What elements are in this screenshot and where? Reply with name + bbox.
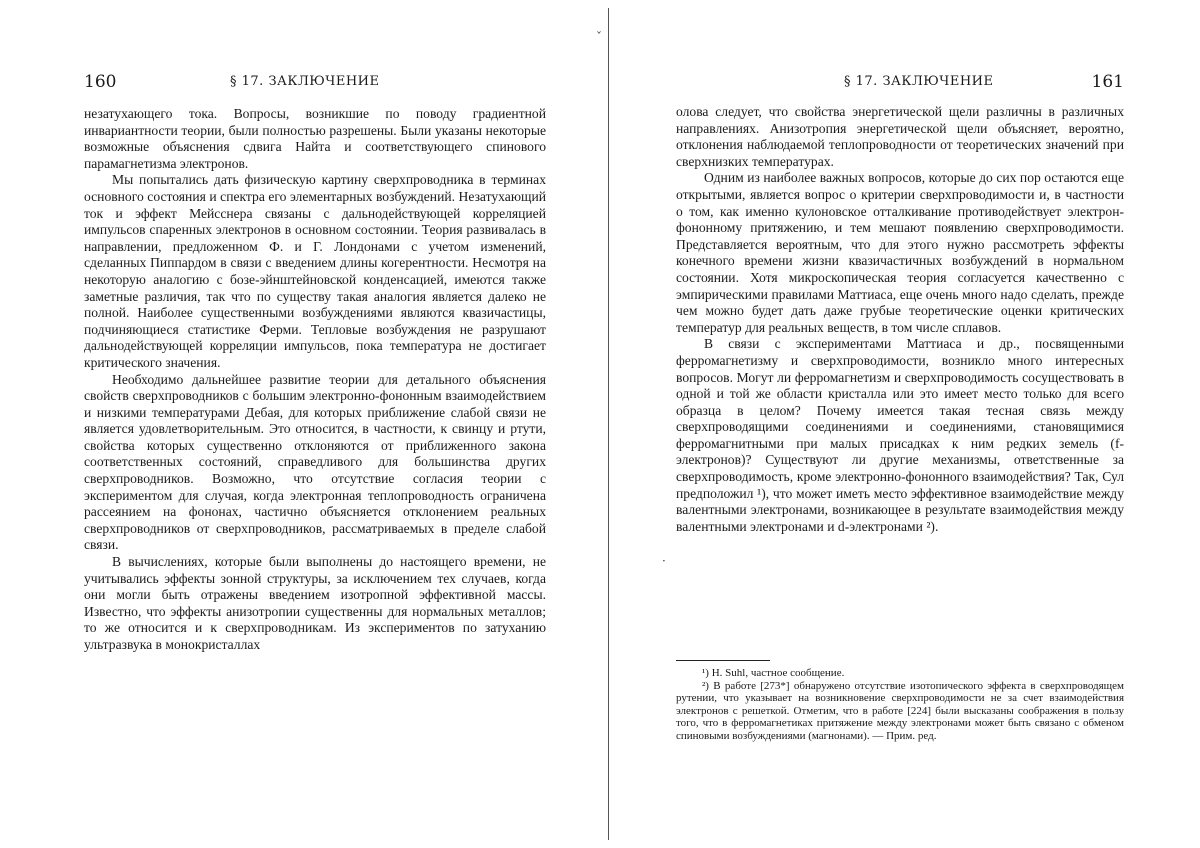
left-paragraph-2: Мы попытались дать физическую картину сверхпроводника в терминах основного состояния и спектра его элементарных возбуждений. Незатухающий ток и эффект Мейсснера связаны с дальнодействующей корреляцией импульсов спаренных электронов в основном состоянии. Теория развивалась в направлении, предложенном Ф. и Г. Лондонами с учетом изменений, сделанных Пиппардом в связи с введением длины когерентности. Несмотря на некоторую аналогию с бозе-эйнштейновской конденсацией, имеются также заметные различия, так что по существу такая аналогия является далеко не полной. Наиболее существенными возбуждениями являются квазичастицы, подчиняющиеся статистике Ферми. Тепловые возбуждения не разрушают дальнодействующей корреляции импульсов, пока температура не достигает критического значения. [84, 172, 546, 370]
footnote-1: ¹) H. Suhl, частное сообщение. [702, 667, 845, 679]
left-page-body [84, 106, 546, 654]
right-page-header [676, 72, 1124, 98]
right-running-head: § 17. ЗАКЛЮЧЕНИЕ [844, 74, 994, 89]
left-page-header [84, 72, 546, 98]
left-paragraph-3: Необходимо дальнейшее развитие теории для детального объяснения свойств сверхпроводников с большим электронно-фононным взаимодействием и низкими температурами Дебая, для которых приближение слабой связи не является удовлетворительным. Это относится, в частности, к свинцу и ртути, свойства которых существенно отклоняются от приближенного закона соответственных состояний, справедливого для большинства других сверхпроводников. Возможно, что отсутствие согласия теории с экспериментом для случая, когда электронная теплопроводность ограничена рассеянием на фононах, частично объясняется отклонением реальных сверхпроводников от сверхпроводников, рассматриваемых в пределе слабой связи. [84, 371, 546, 553]
gutter-mark-top: ˇ [596, 30, 602, 44]
left-running-head: § 17. ЗАКЛЮЧЕНИЕ [230, 74, 380, 89]
right-page-number: 161 [1091, 72, 1124, 92]
margin-dot-mark: · [662, 554, 666, 568]
right-paragraph-1: олова следует, что свойства энергетической щели различны в различных направлениях. Анизотропия энергетической щели объясняет, вероятно, отклонения наблюдаемой теплопроводности от теоретических значений при сверхнизких температурах. [676, 104, 1124, 169]
right-page-body [676, 104, 1124, 535]
footnote-2: ²) В работе [273*] обнаружено отсутствие изотопического эффекта в сверхпроводящем рутении, что указывает на возникновение сверхпроводимости не за счет взаимодействия электронов с решеткой. Отметим, что в работе [224] были высказаны соображения в пользу того, что в ферромагнетиках притяжение между электронами может быть связано с обменом спиновыми возбуждениями (магнонами). — Прим. ред. [676, 679, 1124, 742]
left-paragraph-4: В вычислениях, которые были выполнены до настоящего времени, не учитывались эффекты зонной структуры, за исключением тех случаев, когда они могли быть отражены введением изотропной эффективной массы. Известно, что эффекты анизотропии существенны для нормальных металлов; то же относится и к сверхпроводникам. Из экспериментов по затуханию ультразвука в монокристаллах [84, 554, 546, 652]
left-page [84, 0, 546, 848]
right-paragraph-3: В связи с экспериментами Маттиаса и др., посвященными ферромагнетизму и сверхпроводимости, возникло много интересных вопросов. Могут ли ферромагнетизм и сверхпроводимость сосуществовать в одной и той же области кристалла или это имеет место только для всего образца в целом? Почему имеется такая тесная связь между сверхпроводящими соединениями и соединениями, становящимися ферромагнитными при малых присадках к ним редких земель (f-электронов)? Существуют ли другие механизмы, ответственные за сверхпроводимость, кроме электронно-фононного взаимодействия? Так, Сул предположил ¹), что может иметь место эффективное взаимодействие между валентными электронами, возникающее в результате взаимодействия между валентными электронами и d-электронами ²). [676, 336, 1124, 534]
left-paragraph-1: незатухающего тока. Вопросы, возникшие по поводу градиентной инвариантности теории, были полностью разрешены. Были указаны некоторые возможные объяснения сдвига Найта и соответствующего спинового парамагнетизма электронов. [84, 106, 546, 171]
footnotes [676, 667, 1124, 743]
right-paragraph-2: Одним из наиболее важных вопросов, которые до сих пор остаются еще открытыми, является вопрос о критерии сверхпроводимости и, в частности о том, как именно кулоновское отталкивание противодействует электрон-фононному притяжению, и тем мешают появлению сверхпроводимости. Представляется вероятным, что для этого нужно рассмотреть эффекты конечного времени жизни квазичастичных возбуждений в нормальном состоянии. Хотя микроскопическая теория согласуется качественно с эмпирическими правилами Маттиаса, еще очень много надо сделать, прежде чем можно будет дать даже грубые теоретические оценки критических температур для реальных веществ, в том числе сплавов. [676, 170, 1124, 335]
right-page [676, 0, 1124, 848]
footnote-divider [676, 660, 770, 661]
page-gutter-line [608, 8, 609, 840]
left-page-number: 160 [84, 72, 117, 92]
